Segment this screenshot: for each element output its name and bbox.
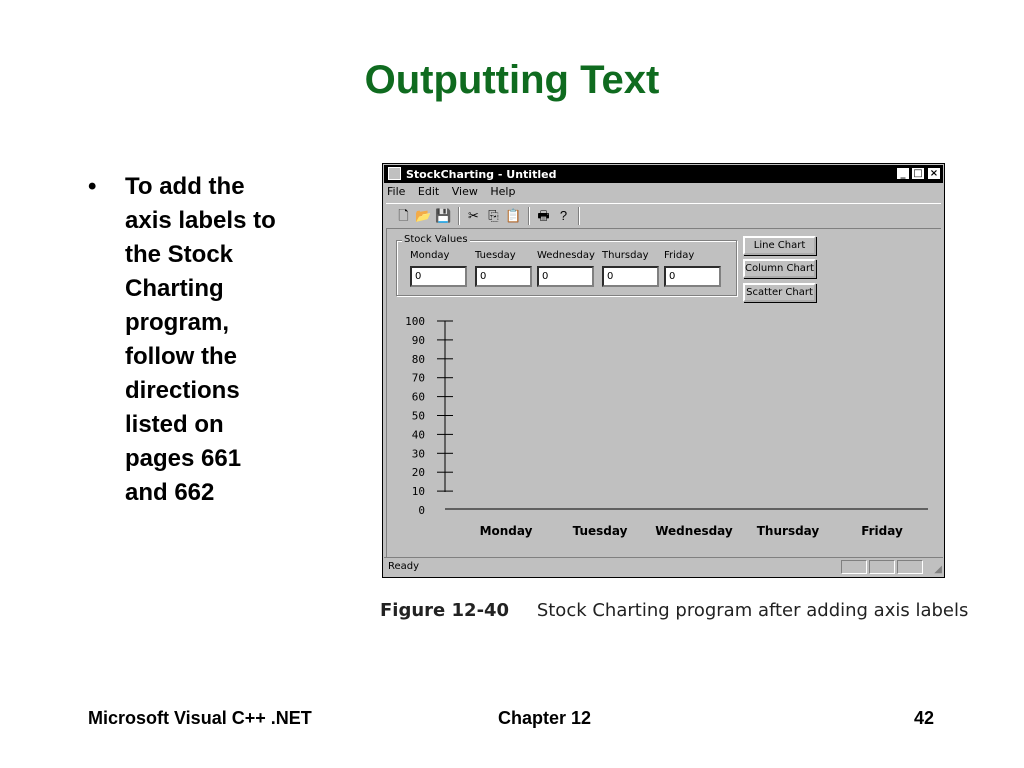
menu-edit[interactable]: Edit bbox=[417, 185, 440, 198]
maximize-button[interactable]: □ bbox=[911, 167, 925, 180]
help-icon[interactable]: ? bbox=[559, 208, 568, 223]
scatter-chart-button[interactable]: Scatter Chart bbox=[743, 283, 816, 302]
day-label-friday: Friday bbox=[664, 250, 695, 261]
slide-title: Outputting Text bbox=[364, 58, 660, 102]
day-label-monday: Monday bbox=[410, 250, 450, 261]
open-folder-icon[interactable]: 📂 bbox=[415, 208, 432, 223]
cut-icon[interactable]: ✂ bbox=[468, 208, 479, 223]
y-tick-label: 100 bbox=[405, 315, 425, 328]
y-tick-label: 80 bbox=[411, 352, 425, 366]
window-title: StockCharting - Untitled bbox=[406, 168, 557, 181]
day-label-tuesday: Tuesday bbox=[475, 250, 516, 261]
save-icon[interactable]: 💾 bbox=[435, 208, 452, 223]
toolbar-separator bbox=[578, 207, 580, 225]
menu-file[interactable]: File bbox=[387, 185, 406, 198]
y-tick-label: 90 bbox=[411, 333, 425, 347]
y-tick-label: 10 bbox=[411, 485, 425, 499]
close-button[interactable]: × bbox=[927, 167, 941, 180]
status-panel bbox=[841, 560, 867, 574]
footer-left: Microsoft Visual C++ .NET bbox=[88, 708, 312, 728]
menu-view[interactable]: View bbox=[451, 185, 478, 198]
monday-input[interactable]: 0 bbox=[410, 266, 467, 287]
paste-icon[interactable]: 📋 bbox=[505, 208, 522, 223]
print-icon[interactable]: 🖶 bbox=[537, 208, 550, 223]
status-panel bbox=[897, 560, 923, 574]
friday-input[interactable]: 0 bbox=[664, 266, 721, 287]
footer-right: 42 bbox=[914, 708, 935, 728]
x-tick-label: Thursday bbox=[756, 524, 820, 538]
status-text: Ready bbox=[388, 561, 420, 572]
bullet-text: To add the axis labels to the Stock Charting program, follow the directions listed on pages 661 and 662 bbox=[125, 173, 276, 506]
y-tick-label: 30 bbox=[411, 447, 425, 461]
x-tick-label: Tuesday bbox=[572, 524, 628, 538]
copy-icon[interactable]: ⎘ bbox=[488, 208, 499, 223]
menu-help[interactable]: Help bbox=[490, 185, 516, 198]
line-chart-button[interactable]: Line Chart bbox=[743, 236, 816, 255]
bullet-symbol: • bbox=[88, 173, 97, 200]
title-bar[interactable] bbox=[384, 165, 943, 183]
figure-caption bbox=[380, 600, 968, 621]
y-tick-label: 50 bbox=[411, 409, 425, 423]
figure-label: Figure 12-40 bbox=[380, 600, 510, 621]
day-label-thursday: Thursday bbox=[602, 250, 649, 261]
resize-grip-icon[interactable]: ◢ bbox=[934, 564, 942, 575]
group-label: Stock Values bbox=[404, 234, 468, 245]
toolbar-separator bbox=[458, 207, 460, 225]
caption-text: Stock Charting program after adding axis labels bbox=[536, 600, 969, 621]
y-tick-label: 70 bbox=[411, 371, 425, 385]
stock-chart bbox=[383, 304, 944, 554]
new-file-icon[interactable]: 🗋 bbox=[398, 208, 409, 223]
x-tick-label: Monday bbox=[479, 524, 533, 538]
wednesday-input[interactable]: 0 bbox=[537, 266, 594, 287]
toolbar bbox=[386, 203, 941, 229]
toolbar-separator bbox=[528, 207, 530, 225]
status-bar bbox=[384, 557, 943, 576]
status-panel bbox=[869, 560, 895, 574]
day-label-wednesday: Wednesday bbox=[537, 250, 595, 261]
column-chart-button[interactable]: Column Chart bbox=[743, 259, 816, 278]
app-window bbox=[382, 163, 945, 578]
y-tick-label: 20 bbox=[411, 466, 425, 480]
menu-bar bbox=[387, 185, 524, 202]
footer-center: Chapter 12 bbox=[498, 708, 592, 728]
x-tick-label: Friday bbox=[861, 524, 903, 538]
thursday-input[interactable]: 0 bbox=[602, 266, 659, 287]
y-tick-label: 40 bbox=[411, 428, 425, 442]
app-icon bbox=[388, 167, 401, 180]
minimize-button[interactable]: _ bbox=[896, 167, 910, 180]
y-tick-label: 60 bbox=[411, 390, 425, 404]
y-tick-label: 0 bbox=[418, 504, 425, 517]
tuesday-input[interactable]: 0 bbox=[475, 266, 532, 287]
x-tick-label: Wednesday bbox=[655, 524, 733, 538]
